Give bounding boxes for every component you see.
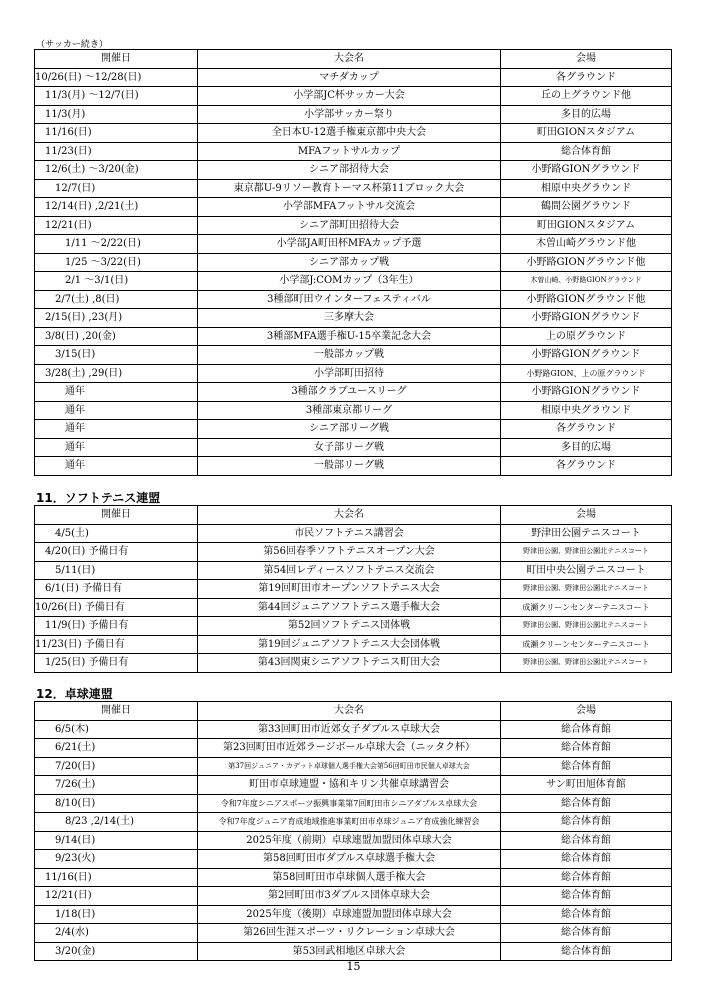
date-cell: 1/25 ～3/22(日)	[35, 253, 198, 272]
date-cell: 7/26(土)	[35, 776, 198, 795]
event-name-cell: 第26回生涯スポーツ・リクレーション卓球大会	[198, 924, 501, 943]
event-name-cell: 第58回町田市ダブルス卓球選手権大会	[198, 850, 501, 869]
event-name-cell: 第54回レディースソフトテニス交流会	[198, 561, 501, 580]
event-name-cell: 小学部J:COMカップ（3年生）	[198, 272, 501, 291]
date-cell: 5/11(日)	[35, 561, 198, 580]
header-date: 開催日	[35, 506, 198, 525]
event-name-cell: MFAフットサルカップ	[198, 142, 501, 161]
venue-cell: 総合体育館	[501, 794, 672, 813]
date-cell: 11/23(日) 予備日有	[35, 635, 198, 654]
date-cell: 11/3(月) ～12/7(日)	[35, 87, 198, 106]
table-row	[35, 776, 672, 795]
event-name-cell: 第56回春季ソフトテニスオープン大会	[198, 543, 501, 562]
venue-cell: 野津田公園、野津田公園北テニスコート	[501, 654, 672, 673]
event-name-cell: 小学部サッカー祭り	[198, 105, 501, 124]
venue-cell: 各グラウンド	[501, 457, 672, 476]
event-name-cell: 市民ソフトテニス講習会	[198, 524, 501, 543]
header-event-name: 大会名	[198, 702, 501, 721]
soft-tennis-section-title: 11．ソフトテニス連盟	[36, 491, 161, 505]
date-cell: 3/8(日) ,20(金)	[35, 327, 198, 346]
table-row	[35, 179, 672, 198]
table-row	[35, 868, 672, 887]
event-name-cell: 一般部リーグ戦	[198, 457, 501, 476]
event-name-cell: 2025年度（前期）卓球連盟加盟団体卓球大会	[198, 831, 501, 850]
venue-cell: 総合体育館	[501, 720, 672, 739]
event-name-cell: 第33回町田市近郊女子ダブルス卓球大会	[198, 720, 501, 739]
table-row	[35, 598, 672, 617]
date-cell: 3/28(土) ,29(日)	[35, 364, 198, 383]
venue-cell: 野津田公園、野津田公園北テニスコート	[501, 543, 672, 562]
event-name-cell: 令和7年度ジュニア育成地域推進事業町田市卓球ジュニア育成強化練習会	[198, 813, 501, 832]
date-cell: 1/25(日) 予備日有	[35, 654, 198, 673]
date-cell: 2/7(土) ,8(日)	[35, 290, 198, 309]
table-row	[35, 401, 672, 420]
event-name-cell: 町田市卓球連盟・協和キリン共催卓球講習会	[198, 776, 501, 795]
table-row	[35, 216, 672, 235]
venue-cell: 各グラウンド	[501, 68, 672, 87]
date-cell: 11/23(日)	[35, 142, 198, 161]
event-name-cell: 令和7年度シニアスポーツ振興事業第7回町田市シニアダブルス卓球大会	[198, 794, 501, 813]
header-venue: 会場	[501, 702, 672, 721]
event-name-cell: 第19回ジュニアソフトテニス大会団体戦	[198, 635, 501, 654]
date-cell: 11/9(日) 予備日有	[35, 617, 198, 636]
venue-cell: 多目的広場	[501, 105, 672, 124]
venue-cell: 小野路GION、上の原グラウンド	[501, 364, 672, 383]
date-cell: 9/14(日)	[35, 831, 198, 850]
event-name-cell: 第19回町田市オープンソフトテニス大会	[198, 580, 501, 599]
table-row	[35, 635, 672, 654]
header-date: 開催日	[35, 702, 198, 721]
soft-tennis-schedule-table	[34, 505, 672, 673]
event-name-cell: 第37回ジュニア・カデット卓球個人選手権大会第56回町田市民個人卓球大会	[198, 757, 501, 776]
header-event-name: 大会名	[198, 506, 501, 525]
venue-cell: 町田GIONスタジアム	[501, 124, 672, 143]
date-cell: 1/11 ～2/22(日)	[35, 235, 198, 254]
venue-cell: 小野路GIONグラウンド他	[501, 290, 672, 309]
date-cell: 11/16(日)	[35, 868, 198, 887]
date-cell: 12/21(日)	[35, 887, 198, 906]
table-row	[35, 524, 672, 543]
event-name-cell: 3種部MFA選手権U-15卒業記念大会	[198, 327, 501, 346]
event-name-cell: 第43回関東シニアソフトテニス町田大会	[198, 654, 501, 673]
date-cell: 通年	[35, 383, 198, 402]
venue-cell: 総合体育館	[501, 942, 672, 961]
date-cell: 11/3(月)	[35, 105, 198, 124]
table-row	[35, 124, 672, 143]
venue-cell: 上の原グラウンド	[501, 327, 672, 346]
table-row	[35, 561, 672, 580]
date-cell: 10/26(日) 予備日有	[35, 598, 198, 617]
event-name-cell: 第52回ソフトテニス団体戦	[198, 617, 501, 636]
table-row	[35, 654, 672, 673]
date-cell: 4/5(土)	[35, 524, 198, 543]
table-header-row	[35, 506, 672, 525]
venue-cell: 成瀬クリーンセンターテニスコート	[501, 598, 672, 617]
date-cell: 12/7(日)	[35, 179, 198, 198]
event-name-cell: 女子部リーグ戦	[198, 438, 501, 457]
event-name-cell: 小学部JC杯サッカー大会	[198, 87, 501, 106]
table-row	[35, 346, 672, 365]
venue-cell: 総合体育館	[501, 757, 672, 776]
event-name-cell: 小学部町田招待	[198, 364, 501, 383]
venue-cell: 総合体育館	[501, 905, 672, 924]
venue-cell: 小野路GIONグラウンド他	[501, 253, 672, 272]
venue-cell: 総合体育館	[501, 924, 672, 943]
event-name-cell: 3種部クラブユースリーグ	[198, 383, 501, 402]
venue-cell: 総合体育館	[501, 831, 672, 850]
venue-cell: 野津田公園、野津田公園北テニスコート	[501, 617, 672, 636]
date-cell: 2/4(水)	[35, 924, 198, 943]
table-row	[35, 924, 672, 943]
venue-cell: 総合体育館	[501, 887, 672, 906]
event-name-cell: 3種部東京都リーグ	[198, 401, 501, 420]
event-name-cell: シニア部カップ戦	[198, 253, 501, 272]
soccer-schedule-table	[34, 49, 672, 476]
header-date: 開催日	[35, 50, 198, 69]
event-name-cell: 小学部MFAフットサル交流会	[198, 198, 501, 217]
table-tennis-section-title: 12．卓球連盟	[36, 687, 113, 701]
date-cell: 3/15(日)	[35, 346, 198, 365]
venue-cell: 町田GIONスタジアム	[501, 216, 672, 235]
venue-cell: 木曽山崎、小野路GIONグラウンド	[501, 272, 672, 291]
table-row	[35, 905, 672, 924]
venue-cell: 相原中央グラウンド	[501, 401, 672, 420]
date-cell: 7/20(日)	[35, 757, 198, 776]
venue-cell: 町田中央公園テニスコート	[501, 561, 672, 580]
venue-cell: 総合体育館	[501, 739, 672, 758]
table-row	[35, 580, 672, 599]
date-cell: 6/21(土)	[35, 739, 198, 758]
event-name-cell: 第23回町田市近郊ラージボール卓球大会（ニッタク杯）	[198, 739, 501, 758]
venue-cell: 鶴間公園グラウンド	[501, 198, 672, 217]
table-row	[35, 309, 672, 328]
table-row	[35, 364, 672, 383]
date-cell: 1/18(日)	[35, 905, 198, 924]
venue-cell: 小野路GIONグラウンド	[501, 346, 672, 365]
date-cell: 通年	[35, 438, 198, 457]
event-name-cell: 一般部カップ戦	[198, 346, 501, 365]
date-cell: 通年	[35, 420, 198, 439]
table-row	[35, 161, 672, 180]
table-tennis-schedule-table	[34, 701, 672, 961]
venue-cell: 丘の上グラウンド他	[501, 87, 672, 106]
event-name-cell: 第44回ジュニアソフトテニス選手権大会	[198, 598, 501, 617]
event-name-cell: 2025年度（後期）卓球連盟加盟団体卓球大会	[198, 905, 501, 924]
table-row	[35, 327, 672, 346]
event-name-cell: 3種部町田ウインターフェスティバル	[198, 290, 501, 309]
venue-cell: 多目的広場	[501, 438, 672, 457]
event-name-cell: 全日本U-12選手権東京都中央大会	[198, 124, 501, 143]
date-cell: 通年	[35, 457, 198, 476]
event-name-cell: 第58回町田市卓球個人選手権大会	[198, 868, 501, 887]
date-cell: 12/6(土) ～3/20(金)	[35, 161, 198, 180]
table-row	[35, 757, 672, 776]
table-row	[35, 813, 672, 832]
table-row	[35, 739, 672, 758]
table-row	[35, 235, 672, 254]
venue-cell: 成瀬クリーンセンターテニスコート	[501, 635, 672, 654]
date-cell: 通年	[35, 401, 198, 420]
venue-cell: 総合体育館	[501, 868, 672, 887]
table-row	[35, 850, 672, 869]
table-row	[35, 68, 672, 87]
venue-cell: 野津田公園テニスコート	[501, 524, 672, 543]
date-cell: 4/20(日) 予備日有	[35, 543, 198, 562]
venue-cell: 総合体育館	[501, 142, 672, 161]
table-row	[35, 383, 672, 402]
date-cell: 9/23(火)	[35, 850, 198, 869]
venue-cell: 総合体育館	[501, 813, 672, 832]
table-row	[35, 420, 672, 439]
event-name-cell: マチダカップ	[198, 68, 501, 87]
venue-cell: 各グラウンド	[501, 420, 672, 439]
venue-cell: 小野路GIONグラウンド	[501, 383, 672, 402]
table-row	[35, 720, 672, 739]
table-header-row	[35, 702, 672, 721]
event-name-cell: 第2回町田市3ダブルス団体卓球大会	[198, 887, 501, 906]
venue-cell: 相原中央グラウンド	[501, 179, 672, 198]
date-cell: 8/10(日)	[35, 794, 198, 813]
event-name-cell: 小学部JA町田杯MFAカップ予選	[198, 235, 501, 254]
event-name-cell: シニア部リーグ戦	[198, 420, 501, 439]
table-row	[35, 831, 672, 850]
table-row	[35, 794, 672, 813]
event-name-cell: シニア部招待大会	[198, 161, 501, 180]
date-cell: 12/14(日) ,2/21(土)	[35, 198, 198, 217]
table-row	[35, 438, 672, 457]
date-cell: 12/21(日)	[35, 216, 198, 235]
table-row	[35, 105, 672, 124]
table-row	[35, 457, 672, 476]
date-cell: 2/15(日) ,23(月)	[35, 309, 198, 328]
table-row	[35, 942, 672, 961]
venue-cell: 小野路GIONグラウンド	[501, 161, 672, 180]
header-event-name: 大会名	[198, 50, 501, 69]
date-cell: 2/1 ～3/1(日)	[35, 272, 198, 291]
table-row	[35, 87, 672, 106]
venue-cell: 小野路GIONグラウンド	[501, 309, 672, 328]
table-row	[35, 253, 672, 272]
event-name-cell: 東京都U-9リソー教育トーマス杯第11ブロック大会	[198, 179, 501, 198]
table-row	[35, 887, 672, 906]
date-cell: 10/26(日) ～12/28(日)	[35, 68, 198, 87]
date-cell: 6/5(木)	[35, 720, 198, 739]
event-name-cell: 第53回武相地区卓球大会	[198, 942, 501, 961]
table-row	[35, 543, 672, 562]
date-cell: 6/1(日) 予備日有	[35, 580, 198, 599]
venue-cell: 木曽山崎グラウンド他	[501, 235, 672, 254]
page-number: 15	[346, 960, 361, 973]
event-name-cell: 三多摩大会	[198, 309, 501, 328]
venue-cell: サン町田旭体育館	[501, 776, 672, 795]
date-cell: 8/23 ,2/14(土)	[35, 813, 198, 832]
header-venue: 会場	[501, 506, 672, 525]
table-header-row	[35, 50, 672, 69]
table-row	[35, 617, 672, 636]
date-cell: 11/16(日)	[35, 124, 198, 143]
table-row	[35, 198, 672, 217]
table-row	[35, 142, 672, 161]
venue-cell: 総合体育館	[501, 850, 672, 869]
date-cell: 3/20(金)	[35, 942, 198, 961]
continuation-note: （サッカー続き）	[36, 40, 108, 50]
table-row	[35, 272, 672, 291]
event-name-cell: シニア部町田招待大会	[198, 216, 501, 235]
venue-cell: 野津田公園、野津田公園北テニスコート	[501, 580, 672, 599]
table-row	[35, 290, 672, 309]
header-venue: 会場	[501, 50, 672, 69]
